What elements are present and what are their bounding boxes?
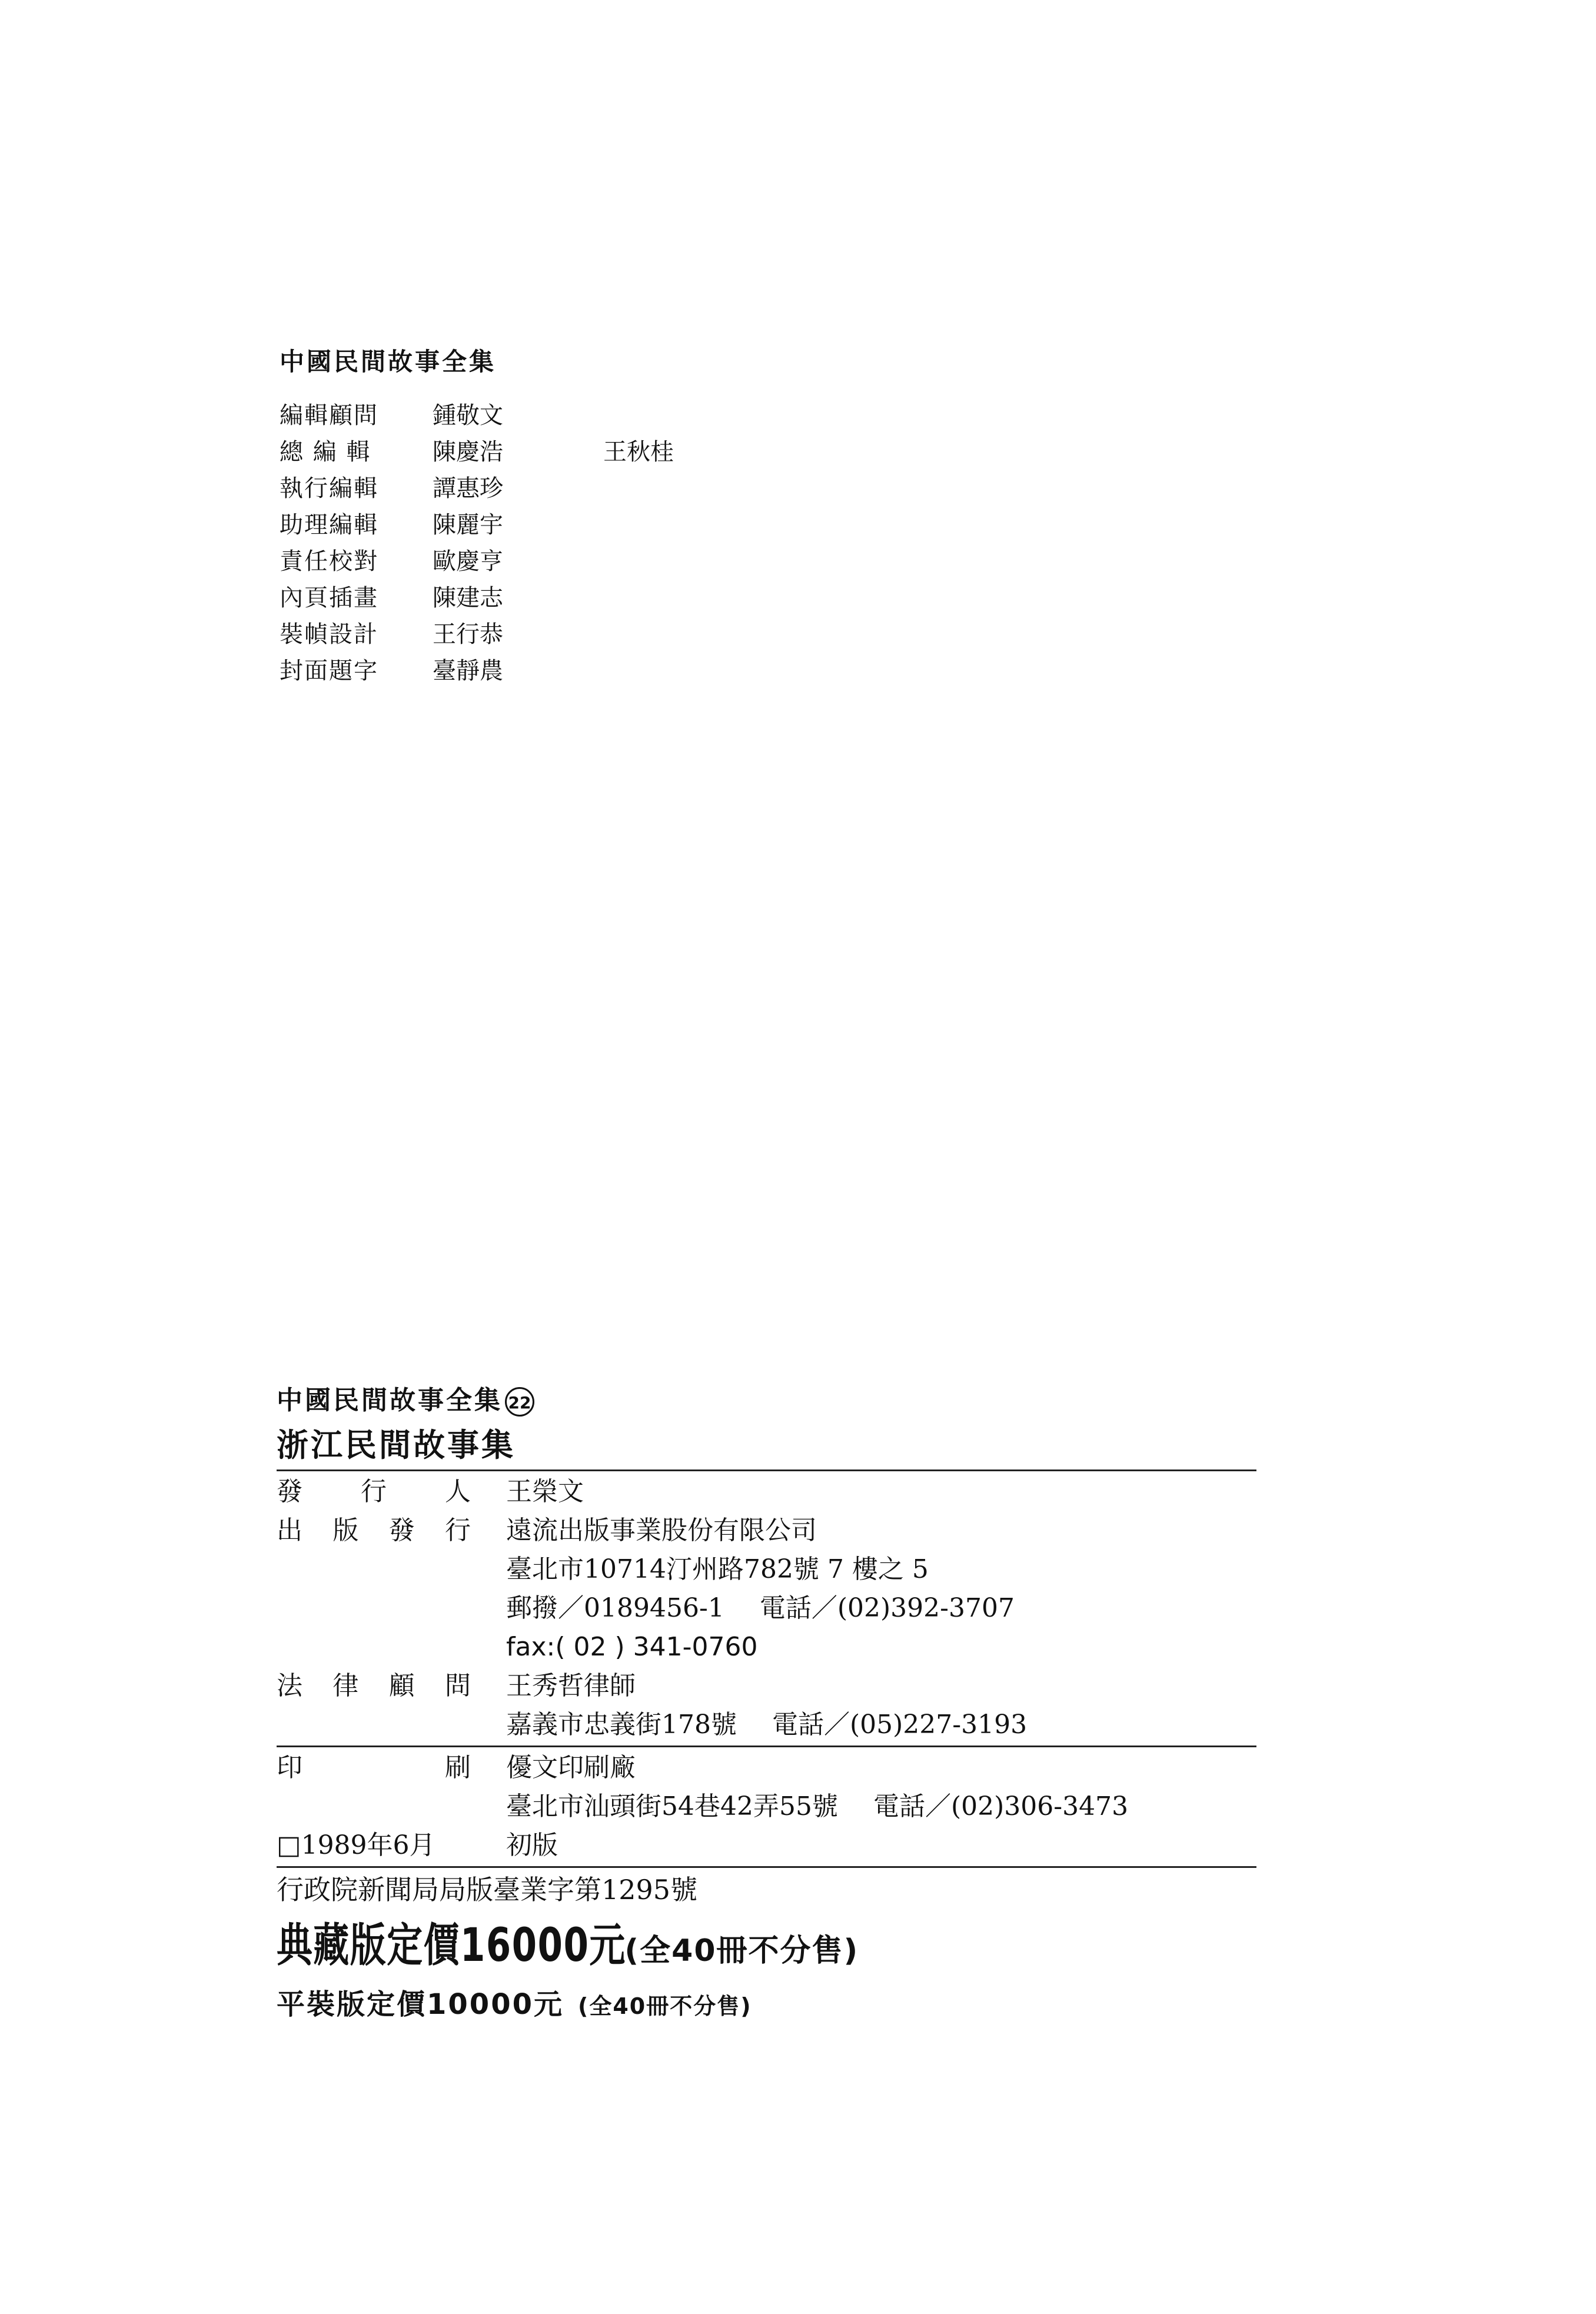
credit-row [280,653,809,689]
credit-name: 臺靜農 [433,657,503,684]
publisher-person-row [277,1472,1256,1511]
printing-label [277,1748,506,1787]
credit-role: 內頁插畫 [280,584,378,611]
credit-role: 總 編 輯 [280,438,371,466]
publisher-label [277,1511,506,1550]
printing-address-row [277,1787,1256,1826]
credits-series-title: 中國民間故事全集 [280,347,497,376]
price-deluxe [277,1910,1256,1981]
credit-name: 陳麗宇 [433,511,503,538]
credit-row [280,580,809,616]
publisher-postal-account: 郵撥／0189456-1 [506,1593,724,1623]
credit-row [280,616,809,653]
publisher-address: 臺北市10714汀州路782號 7 樓之 5 [506,1554,929,1584]
edition-date: □1989年6月 [277,1830,435,1860]
label-char: 刷 [445,1753,471,1783]
credit-role: 編輯顧問 [280,402,378,429]
label-char: 問 [444,1671,471,1701]
credit-row [280,507,809,543]
credit-role: 裝幀設計 [280,621,378,648]
legal-address-row [277,1705,1256,1744]
credit-role: 執行編輯 [280,475,378,502]
publisher-fax-row [277,1628,1256,1667]
publisher-address-row [277,1550,1256,1589]
credit-role: 責任校對 [280,548,378,575]
credit-name: 陳建志 [433,584,503,611]
price-deluxe-note: (全40冊不分售) [624,1933,859,1969]
credit-name: 歐慶亨 [433,548,503,575]
divider [277,1746,1256,1747]
credit-name: 陳慶浩 [433,438,503,466]
printer-phone: 電話／(02)306-3473 [873,1791,1129,1821]
price-paperback-note: (全40冊不分售) [578,1993,752,2019]
publisher-company: 遠流出版事業股份有限公司 [506,1515,817,1545]
credit-role: 封面題字 [280,657,378,684]
credit-role: 助理編輯 [280,511,378,538]
label-char: 法 [277,1671,302,1701]
label-char: 顧 [388,1671,415,1701]
credits-block [280,344,809,689]
registration-number: 行政院新聞局局版臺業字第1295號 [277,1874,698,1906]
divider [277,1469,1256,1471]
divider [277,1866,1256,1868]
book-title: 浙江民間故事集 [277,1426,516,1464]
credit-name-second: 王秋桂 [603,438,674,466]
credit-row [280,397,809,434]
publisher-phone: 電話／(02)392-3707 [759,1593,1015,1623]
publisher-person-label [277,1472,506,1511]
publisher-contact-row [277,1589,1256,1628]
price-paperback [277,1981,1256,2028]
legal-row [277,1667,1256,1705]
credit-row [280,434,809,470]
credit-row [280,470,809,507]
edition-label: 初版 [506,1830,558,1860]
volume-number-badge: 22 [505,1387,534,1417]
label-char: 發 [277,1477,302,1507]
label-char: 律 [332,1671,359,1701]
price-paperback-text: 平裝版定價10000元 [277,1988,564,2021]
legal-counsel: 王秀哲律師 [506,1671,636,1701]
label-char: 出 [277,1515,302,1545]
edition-row [277,1826,1256,1865]
label-char: 人 [445,1477,471,1507]
printer-name: 優文印刷廠 [506,1753,636,1783]
publisher-row [277,1511,1256,1550]
label-char: 印 [277,1753,302,1783]
label-char: 行 [361,1477,387,1507]
legal-label [277,1667,506,1705]
credit-name: 譚惠珍 [433,475,503,502]
credit-row [280,543,809,580]
publisher-fax: fax:( 02 ) 341-0760 [506,1632,758,1662]
printing-row [277,1748,1256,1787]
colophon-block [277,1380,1256,2028]
label-char: 發 [388,1515,415,1545]
publisher-person-name: 王榮文 [506,1477,584,1507]
label-char: 版 [332,1515,359,1545]
printer-address: 臺北市汕頭街54巷42弄55號 [506,1791,838,1821]
price-deluxe-text: 典藏版定價16000元 [277,1919,626,1972]
colophon-series-line [277,1380,1256,1421]
legal-phone: 電話／(05)227-3193 [772,1710,1028,1740]
credit-name: 鍾敬文 [433,402,503,429]
colophon-series-title: 中國民間故事全集 [277,1385,503,1415]
legal-address: 嘉義市忠義街178號 [506,1710,737,1740]
credit-name: 王行恭 [433,621,503,648]
label-char: 行 [444,1515,471,1545]
